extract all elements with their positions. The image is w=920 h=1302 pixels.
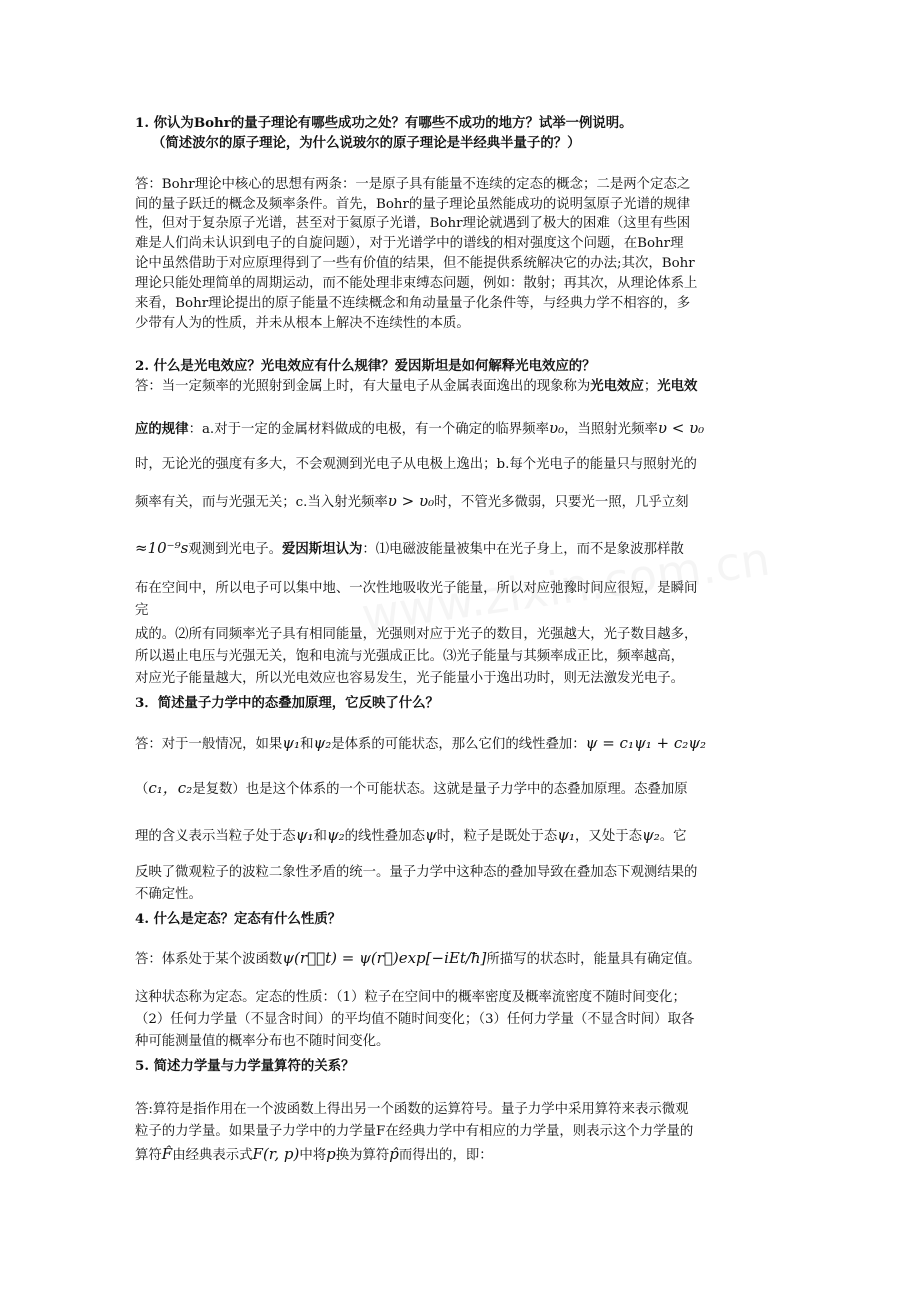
q1-answer-line: 论中虽然借助于对应原理得到了一些有价值的结果，但不能提供系统解决它的办法;其次，Bohr: [135, 256, 695, 271]
q5-answer-line: [135, 1145, 493, 1165]
text: 所描写的状态时，能量具有确定值。: [486, 952, 701, 967]
text: 观测到光电子。: [188, 542, 283, 557]
text: 答：对于一般情况，如果: [135, 737, 283, 752]
q1-answer-line: 来看，Bohr理论提出的原子能量不连续概念和角动量量子化条件等，与经典力学不相容的，多: [135, 296, 691, 311]
text: 频率有关，而与光强无关；c.当入射光频率: [135, 495, 388, 510]
text: ，又处于态: [575, 829, 642, 844]
q1-title: 1. 你认为Bohr的量子理论有哪些成功之处？有哪些不成功的地方？试举一例说明。: [135, 115, 633, 131]
q5-title: 5. 简述力学量与力学量算符的关系？: [135, 1058, 355, 1074]
text: 是体系的可能状态，那么它们的线性叠加：: [331, 737, 586, 752]
q3-answer-line: 不确定性。: [135, 887, 202, 902]
math-psi: ψ: [424, 826, 437, 844]
text: 答：当一定频率的光照射到金属上时，有大量电子从金属表面逸出的现象称为: [135, 379, 591, 394]
text: 和: [300, 737, 314, 752]
q5-answer-line: 答:算符是指作用在一个波函数上得出另一个函数的运算符号。量子力学中采用算符来表示微观: [135, 1102, 689, 1117]
math-psi2: ψ₂: [642, 826, 660, 844]
math-coefficients: c₁，c₂: [148, 779, 193, 797]
q3-answer-line: [135, 734, 706, 754]
math-stationary-state: ψ(r⃗，t) = ψ(r⃗)exp[−iEt/ħ]: [282, 949, 487, 967]
q4-answer-line: [135, 949, 701, 969]
math-inequality: υ > υ₀: [387, 492, 435, 510]
text: ：a.对于一定的金属材料做成的电极，有一个确定的临界频率: [188, 422, 549, 437]
q1-answer-line: 间的量子跃迁的概念及频率条件。首先，Bohr的量子理论虽然能成功的说明氢原子光谱的规律: [135, 197, 691, 212]
math-p: p: [326, 1145, 336, 1163]
q3-answer-line: [135, 779, 688, 799]
math-p-hat: p̂: [389, 1145, 399, 1163]
text: （: [135, 782, 149, 797]
text: 换为算符: [335, 1148, 390, 1163]
text: ，当照射光频率: [564, 422, 658, 437]
q4-title: 4. 什么是定态？定态有什么性质？: [135, 911, 342, 927]
math-F-hat: F̂: [161, 1145, 173, 1163]
q2-answer-line: 对应光子能量越大，所以光电效应也容易发生，光子能量小于逸出功时，则无法激发光电子。: [135, 671, 685, 686]
text: 算符: [135, 1148, 162, 1163]
math-superposition: ψ = c₁ψ₁ + c₂ψ₂: [585, 734, 707, 752]
q2-answer-line: [135, 492, 689, 512]
q5-answer-line: 粒子的力学量。如果量子力学中的力学量F在经典力学中有相应的力学量，则表示这个力学量的: [135, 1124, 694, 1139]
text: 是复数）也是这个体系的一个可能状态。这就是量子力学中的态叠加原理。态叠加原: [192, 782, 688, 797]
text: 答：体系处于某个波函数: [135, 952, 283, 967]
q4-answer-line: （2）任何力学量（不显含时间）的平均值不随时间变化；（3）任何力学量（不显含时间）取各: [135, 1012, 695, 1027]
math-psi1: ψ₁: [557, 826, 576, 844]
math-psi2: ψ₂: [326, 826, 345, 844]
math-inequality: υ < υ₀: [657, 419, 705, 437]
term-law-cont: 应的规律: [135, 421, 189, 437]
text: 理的含义表示当粒子处于态: [135, 829, 296, 844]
math-F-r-p: F(r, p): [252, 1145, 300, 1163]
q2-answer-line: 所以遏止电压与光强无关，饱和电流与光强成正比。⑶光子能量与其频率成正比，频率越高，: [135, 649, 685, 664]
term-einstein: 爱因斯坦认为: [282, 541, 363, 557]
math-psi1: ψ₁: [282, 734, 301, 752]
q2-answer-line: 完: [135, 603, 149, 618]
q1-answer-line: 答：Bohr理论中核心的思想有两条：一是原子具有能量不连续的定态的概念；二是两个定态之: [135, 177, 691, 192]
q2-answer-line: 时，无论光的强度有多大，不会观测到光电子从电极上逸出；b.每个光电子的能量只与照射光的: [135, 457, 697, 472]
text: 由经典表示式: [172, 1148, 253, 1163]
q3-answer-line: 反映了微观粒子的波粒二象性矛盾的统一。量子力学中这种态的叠加导致在叠加态下观测结果的: [135, 865, 698, 880]
term-photoelectric-effect: 光电效应: [590, 378, 644, 394]
q1-answer-line: 理论只能处理简单的周期运动，而不能处理非束缚态问题，例如：散射；再其次，从理论体系上: [135, 276, 698, 291]
q3-answer-line: [135, 826, 687, 846]
q2-title: 2. 什么是光电效应？光电效应有什么规律？爱因斯坦是如何解释光电效应的？: [135, 358, 596, 374]
q2-answer-line: [135, 377, 697, 396]
text: 的线性叠加态: [344, 829, 425, 844]
text: 。它: [659, 829, 687, 844]
q2-answer-line: [135, 419, 704, 439]
q1-answer-line: 性，但对于复杂原子光谱，甚至对于氦原子光谱，Bohr理论就遇到了极大的困难（这里有些困: [135, 216, 691, 231]
q4-answer-line: 这种状态称为定态。定态的性质：（1）粒子在空间中的概率密度及概率流密度不随时间变化；: [135, 990, 686, 1005]
math-psi2: ψ₂: [313, 734, 332, 752]
text: ；: [643, 379, 658, 394]
text: 和: [313, 829, 327, 844]
text: 中将: [299, 1148, 327, 1163]
text: ：⑴电磁波能量被集中在光子身上，而不是象波那样散: [362, 542, 684, 557]
q2-answer-line: 成的。⑵所有同频率光子具有相同能量，光强则对应于光子的数目，光强越大，光子数目越多，: [135, 627, 698, 642]
q2-answer-line: 布在空间中，所以电子可以集中地、一次性地吸收光子能量，所以对应弛豫时间应很短，是瞬间: [135, 581, 698, 596]
q3-title: 3．简述量子力学中的态叠加原理，它反映了什么？: [135, 695, 439, 711]
text: 时，不管光多微弱，只要光一照，几乎立刻: [434, 495, 689, 510]
term-law: 光电效: [657, 378, 698, 394]
text: 而得出的，即：: [398, 1148, 493, 1163]
math-time: ≈10⁻⁹s: [135, 539, 189, 557]
text: 时，粒子是既处于态: [436, 829, 558, 844]
q2-answer-line: [135, 539, 684, 559]
q1-subtitle: （简述波尔的原子理论，为什么说玻尔的原子理论是半经典半量子的？）: [152, 135, 581, 151]
q1-answer-line: 少带有人为的性质，并未从根本上解决不连续性的本质。: [135, 316, 470, 331]
math-nu0: υ₀: [548, 419, 565, 437]
q1-answer-line: 难是人们尚未认识到电子的自旋问题），对于光谱学中的谱线的相对强度这个问题，在Bohr理: [135, 236, 684, 251]
math-psi1: ψ₁: [295, 826, 314, 844]
q4-answer-line: 种可能测量值的概率分布也不随时间变化。: [135, 1034, 390, 1049]
